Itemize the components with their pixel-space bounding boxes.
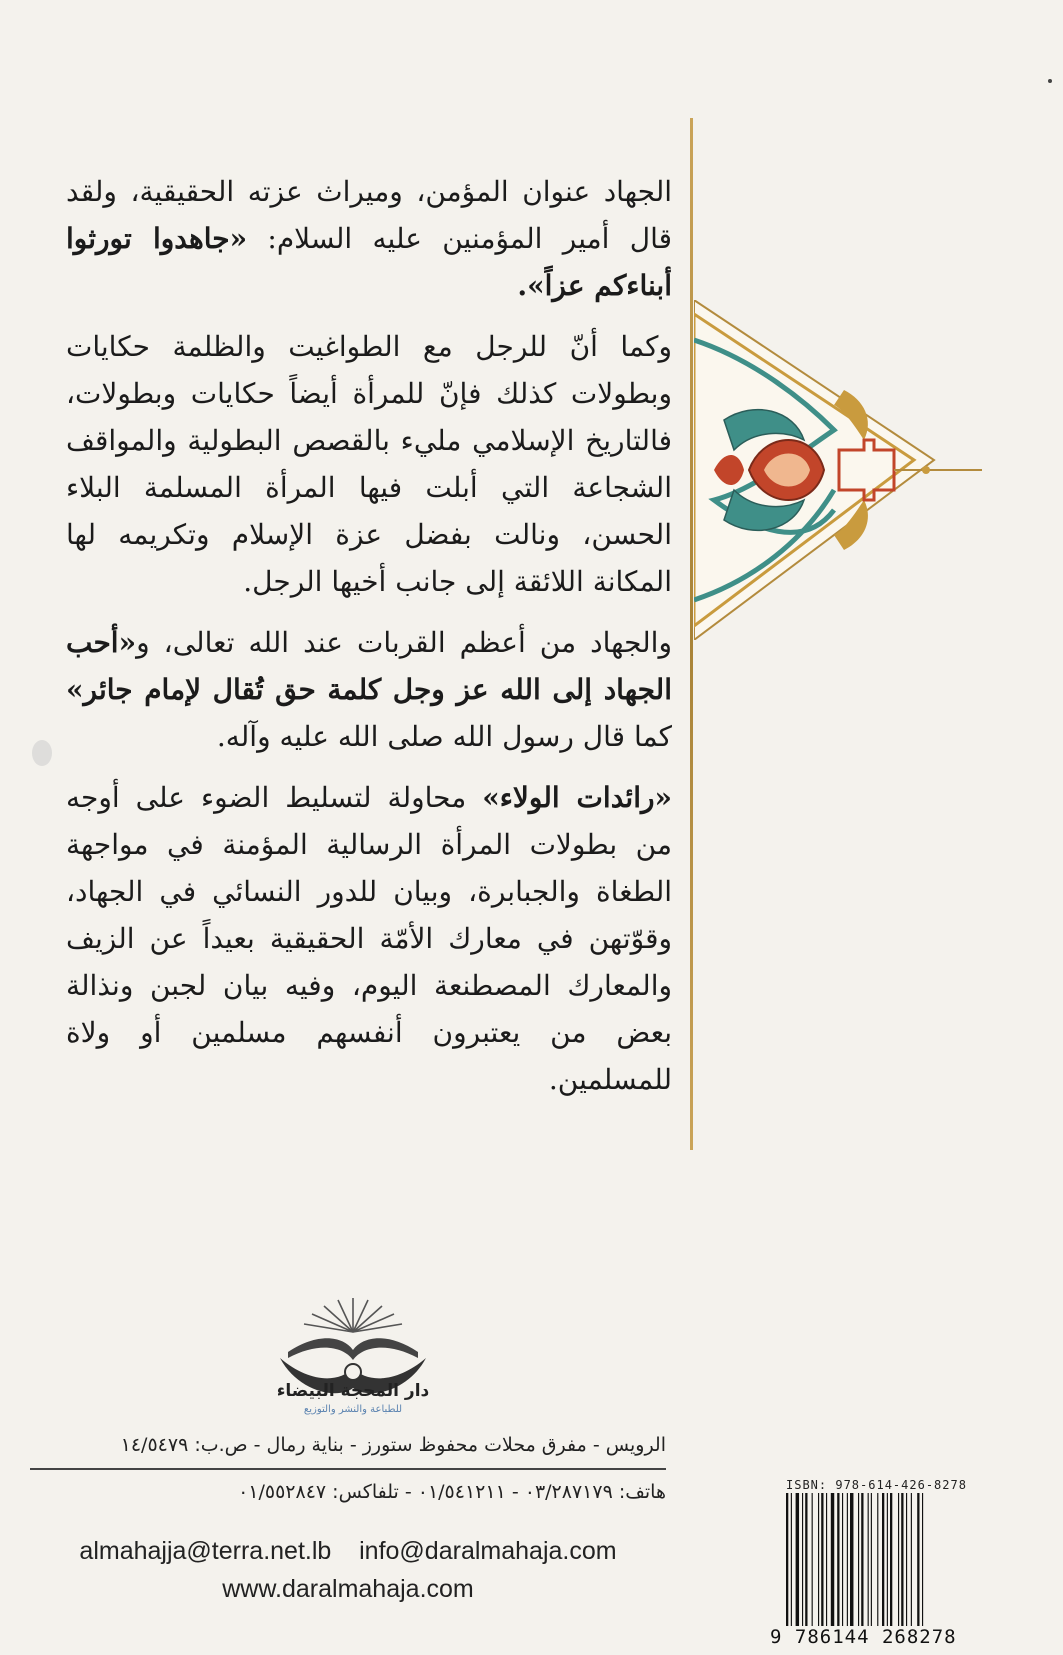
quote-prophet: «أحب الجهاد إلى الله عز وجل كلمة حق تُقال لإمام جائر» — [66, 626, 672, 706]
paragraph-1: الجهاد عنوان المؤمن، وميراث عزته الحقيقية، ولقد قال أمير المؤمنين عليه السلام: «جاهدوا تورثوا أبناءكم عزاً». — [66, 175, 672, 302]
email-1: almahajja@terra.net.lb — [79, 1537, 332, 1565]
publisher-name: دار المحجة البيضاء — [276, 1381, 430, 1401]
barcode-number: 9 786144 268278 — [770, 1626, 990, 1648]
quote-imam-ali: «جاهدوا تورثوا أبناءكم عزاً». — [66, 222, 672, 302]
paragraph-2: وكما أنّ للرجل مع الطواغيت والظلمة حكايات وبطولات كذلك فإنّ للمرأة أيضاً حكايات وبطولات، فالتاريخ الإسلامي مليء بالقصص البطولية والمواقف الشجاعة التي أبلت فيها المرأة المسلمة البلاء الحسن، ونالت بفضل عزة الإسلام وتكريمه لها المكانة اللائقة إلى جانب أخيها الرجل. — [66, 330, 672, 598]
smudge — [32, 740, 52, 766]
publisher-phone: هاتف: ٠٣/٢٨٧١٧٩ - ٠١/٥٤١٢١١ - تلفاكس: ٠١/٥٥٢٨٤٧ — [238, 1481, 666, 1503]
publisher-website: www.daralmahaja.com — [222, 1575, 474, 1603]
vertical-gold-rule — [690, 118, 693, 1150]
back-cover-blurb — [66, 168, 672, 1117]
isbn-label: ISBN: 978-614-426-8278 — [786, 1478, 967, 1492]
publisher-address: الرويس - مفرق محلات محفوظ ستورز - بناية رمال - ص.ب: ١٤/٥٤٧٩ — [120, 1434, 666, 1456]
speck — [1048, 79, 1052, 83]
barcode-icon — [784, 1493, 984, 1631]
paragraph-3: والجهاد من أعظم القربات عند الله تعالى، و«أحب الجهاد إلى الله عز وجل كلمة حق تُقال لإمام جائر» كما قال رسول الله صلى الله عليه وآله. — [66, 626, 672, 753]
book-title: «رائدات الولاء» — [482, 781, 672, 814]
arabesque-ornament-icon — [694, 300, 984, 640]
email-2: info@daralmahaja.com — [359, 1537, 617, 1565]
divider-line — [30, 1468, 666, 1470]
publisher-subtitle: للطباعة والنشر والتوزيع — [303, 1404, 403, 1415]
publisher-emails — [30, 1537, 666, 1566]
paragraph-4: «رائدات الولاء» محاولة لتسليط الضوء على أوجه من بطولات المرأة الرسالية المؤمنة في مواجهة الطغاة والجبابرة، وبيان للدور النسائي في الجهاد، وقوّتهن في معارك الأمّة الحقيقية بعيداً عن الزيف والمعارك المصطنعة اليوم، وفيه بيان لجبن ونذالة بعض من يعتبرون أنفسهم مسلمين أو ولاة للمسلمين. — [66, 781, 672, 1096]
